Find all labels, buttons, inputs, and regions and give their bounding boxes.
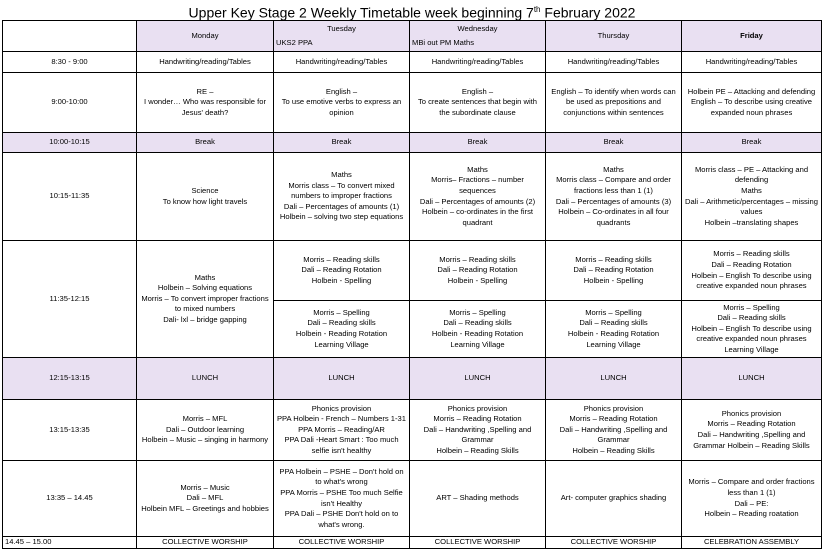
break-cell: [546, 133, 682, 153]
cell-line: Break: [741, 137, 762, 147]
cell-line: Art- computer graphics shading: [560, 493, 667, 503]
cell-line: COLLECTIVE WORSHIP: [570, 537, 657, 546]
cell-line: Dali- lxl – bridge gapping: [163, 314, 247, 324]
lesson-cell: [410, 400, 546, 461]
lesson-cell: [682, 73, 822, 133]
break-cell: [682, 358, 822, 400]
cell-line: Phonics provision: [447, 403, 508, 413]
cell-line: Morris – Reading Rotation: [433, 414, 522, 424]
cell-line: Dali – Reading Rotation: [573, 265, 654, 275]
lesson-cell: [682, 301, 822, 358]
cell-line: Holbein – solving two step equations: [279, 212, 404, 222]
cell-line: LUNCH: [191, 373, 219, 383]
cell-line: 13:15-13:35: [49, 424, 90, 434]
cell-line: To create sentences that begin with the subordinate clause: [417, 97, 538, 117]
cell-line: Morris – Spelling: [585, 307, 642, 317]
lesson-cell: [137, 461, 274, 537]
cell-line: Morris – Reading Rotation: [569, 414, 658, 424]
day-header-monday: [137, 21, 274, 52]
cell-line: PPA Morris – Reading/AR: [298, 424, 385, 434]
cell-line: PPA Holbein - French – Numbers 1-31: [276, 414, 406, 424]
cell-line: Dali – Reading Rotation: [437, 265, 518, 275]
cell-line: 10:00-10:15: [49, 137, 90, 147]
time-cell: [3, 133, 137, 153]
lesson-cell: [682, 52, 822, 73]
cell-line: Dali – Outdoor learning: [165, 424, 245, 434]
cell-line: Morris – Reading skills: [575, 254, 652, 264]
lesson-cell: [274, 73, 410, 133]
cell-line: Handwriting/reading/Tables: [431, 56, 524, 66]
cell-line: Learning Village: [724, 344, 779, 354]
cell-line: Holbein - Reading Rotation: [431, 329, 524, 338]
lesson-cell: [410, 241, 546, 301]
cell-line: Dali – Handwriting ,Spelling and Grammar: [559, 424, 668, 445]
cell-line: 8:30 - 9:00: [51, 56, 88, 66]
day-label: Wednesday: [457, 23, 498, 33]
cell-line: Morris – Reading skills: [439, 254, 516, 264]
day-note: MBi out PM Maths: [412, 37, 475, 47]
cell-line: PPA Dali -Heart Smart : Too much selfie isn't healthy: [284, 435, 399, 455]
time-cell: [3, 73, 137, 133]
cell-line: Holbein – co-ordinates in the first quadrant: [421, 207, 533, 227]
cell-line: LUNCH: [600, 373, 627, 383]
lesson-cell: [546, 301, 682, 358]
lesson-cell: [410, 73, 546, 133]
cell-line: Dali – Percentages of amounts (2): [419, 196, 536, 206]
lesson-cell: [137, 537, 274, 549]
cell-line: To know how light travels: [162, 196, 248, 206]
cell-line: Morris – Spelling: [723, 302, 780, 312]
cell-line: COLLECTIVE WORSHIP: [434, 537, 521, 546]
lesson-cell: [410, 52, 546, 73]
cell-line: Holbein - Reading Rotation: [567, 329, 660, 338]
cell-line: 10:15-11:35: [49, 191, 90, 201]
time-cell: [3, 537, 137, 549]
corner-cell: [3, 21, 137, 52]
cell-line: Morris– Fractions – number sequences: [431, 175, 524, 195]
cell-line: Holbein – Music – singing in harmony: [141, 435, 269, 445]
cell-line: LUNCH: [328, 373, 355, 383]
cell-line: Dali – Reading Rotation: [711, 259, 792, 269]
cell-line: Holbein – Reading roatation: [704, 509, 799, 519]
cell-line: Holbein PE – Attacking and defending: [687, 86, 816, 96]
time-cell: [3, 52, 137, 73]
cell-line: Dali – Reading skills: [717, 313, 786, 323]
break-cell: [546, 358, 682, 400]
lesson-cell: [682, 241, 822, 301]
lesson-cell: [274, 153, 410, 241]
day-header-tuesday: [274, 21, 410, 52]
lesson-cell: [274, 461, 410, 537]
cell-line: Morris – Reading skills: [713, 249, 790, 259]
lesson-cell: [137, 73, 274, 133]
cell-line: Science: [191, 185, 219, 195]
cell-line: Dali – Handwriting ,Spelling and Grammar Holbein – Reading Skills: [693, 430, 810, 450]
lesson-cell: [546, 461, 682, 537]
cell-line: Dali – Percentages of amounts (1): [283, 201, 400, 211]
lesson-cell: [410, 537, 546, 549]
cell-line: Holbein - Reading Rotation: [295, 329, 388, 338]
cell-line: Holbein - Spelling: [583, 275, 644, 285]
time-cell: [3, 153, 137, 241]
cell-line: Morris – MFL: [182, 414, 228, 424]
lesson-cell: [682, 153, 822, 241]
cell-line: 11:35-12:15: [49, 293, 90, 303]
lesson-cell: [137, 400, 274, 461]
cell-line: ART – Shading methods: [436, 493, 519, 503]
cell-line: Break: [331, 137, 352, 147]
cell-line: English –: [325, 86, 358, 96]
cell-line: LUNCH: [464, 373, 491, 383]
cell-line: Holbein MFL – Greetings and hobbies: [141, 503, 269, 513]
day-label: Thursday: [597, 30, 630, 40]
cell-line: PPA Holbein – PSHE – Don't hold on to what's wrong: [279, 466, 404, 487]
cell-line: Maths: [467, 164, 488, 174]
cell-line: Holbein - Spelling: [311, 275, 372, 285]
cell-line: Dali – Reading skills: [579, 318, 648, 328]
day-label: Friday: [740, 30, 763, 40]
cell-line: Handwriting/reading/Tables: [159, 56, 251, 66]
break-cell: [274, 358, 410, 400]
cell-line: 14.45 – 15.00: [5, 537, 52, 546]
lesson-cell: [274, 241, 410, 301]
cell-line: Morris – Reading skills: [303, 254, 380, 264]
cell-line: Dali – Reading skills: [307, 318, 376, 328]
cell-line: Holbein – English To describe using creative expanded noun phrases: [691, 323, 812, 344]
lesson-cell: [682, 461, 822, 537]
break-cell: [137, 358, 274, 400]
cell-line: Morris class – Compare and order fractions less than 1 (1): [556, 175, 671, 195]
cell-line: Break: [467, 137, 488, 147]
cell-line: To use emotive verbs to express an opinion: [281, 97, 402, 117]
cell-line: Holbein –translating shapes: [704, 217, 799, 227]
cell-line: 13:35 – 14.45: [46, 493, 93, 503]
cell-line: Morris class – To convert mixed numbers to improper fractions: [288, 180, 395, 201]
cell-line: Dali – Arithmetic/percentages – missing values: [685, 196, 818, 217]
lesson-cell: [137, 52, 274, 73]
cell-line: Morris – Compare and order fractions less than 1 (1): [688, 477, 815, 497]
cell-line: Maths: [603, 164, 624, 174]
cell-line: Holbein – English To describe using creative expanded noun phrases: [691, 270, 812, 291]
cell-line: Break: [195, 137, 215, 147]
lesson-cell: [546, 241, 682, 301]
lesson-cell: [410, 153, 546, 241]
cell-line: Holbein - Spelling: [447, 275, 508, 285]
lesson-cell: [546, 52, 682, 73]
break-cell: [682, 133, 822, 153]
break-cell: [410, 358, 546, 400]
cell-line: COLLECTIVE WORSHIP: [162, 537, 248, 546]
lesson-cell: [682, 537, 822, 549]
lesson-cell: [137, 153, 274, 241]
break-cell: [137, 133, 274, 153]
lesson-cell: [274, 400, 410, 461]
day-note: UKS2 PPA: [276, 37, 313, 47]
break-cell: [410, 133, 546, 153]
lesson-cell: [274, 301, 410, 358]
page-title: Upper Key Stage 2 Weekly Timetable week beginning 7th February 2022: [188, 4, 636, 21]
cell-line: Morris – Music: [180, 482, 230, 492]
lesson-cell: [274, 537, 410, 549]
cell-line: Morris – Spelling: [313, 307, 370, 317]
lesson-cell: [546, 537, 682, 549]
cell-line: Holbein – Solving equations: [157, 283, 253, 293]
cell-line: Maths: [741, 185, 762, 195]
cell-line: CELEBRATION ASSEMBLY: [703, 537, 800, 546]
cell-line: English – To describe using creative expanded noun phrases: [690, 97, 812, 117]
cell-line: Morris – To convert improper fractions to mixed numbers: [141, 293, 269, 314]
cell-line: Phonics provision: [721, 408, 782, 418]
cell-line: Dali – Percentages of amounts (3): [555, 196, 672, 206]
cell-line: Handwriting/reading/Tables: [567, 56, 660, 66]
day-header-friday: [682, 21, 822, 52]
lesson-cell: [682, 400, 822, 461]
cell-line: Learning Village: [450, 339, 505, 349]
cell-line: Dali – MFL: [186, 493, 224, 503]
cell-line: LUNCH: [738, 373, 765, 383]
cell-line: Maths: [194, 272, 216, 282]
cell-line: Phonics provision: [311, 403, 372, 413]
cell-line: Phonics provision: [583, 403, 644, 413]
cell-line: Handwriting/reading/Tables: [705, 56, 798, 66]
cell-line: Holbein – Reading Skills: [572, 445, 655, 455]
lesson-cell-monday: [137, 241, 274, 358]
lesson-cell: [546, 73, 682, 133]
break-cell: [274, 133, 410, 153]
timetable: [2, 20, 822, 549]
cell-line: 9:00-10:00: [51, 97, 88, 107]
lesson-cell: [546, 153, 682, 241]
time-cell: [3, 241, 137, 358]
lesson-cell: [274, 52, 410, 73]
time-cell: [3, 400, 137, 461]
cell-line: English –: [461, 86, 494, 96]
cell-line: Dali – Reading Rotation: [301, 265, 382, 275]
time-cell: [3, 358, 137, 400]
cell-line: Handwriting/reading/Tables: [295, 56, 388, 66]
cell-line: RE –: [196, 86, 214, 96]
cell-line: COLLECTIVE WORSHIP: [298, 537, 385, 546]
cell-line: Learning Village: [586, 339, 641, 349]
cell-line: Holbein – Co-ordinates in all four quadrants: [558, 207, 669, 227]
time-cell: [3, 461, 137, 537]
cell-line: Morris – Reading Rotation: [707, 419, 796, 429]
cell-line: Break: [603, 137, 624, 147]
lesson-cell: [546, 400, 682, 461]
cell-line: Dali – Reading skills: [443, 318, 512, 328]
lesson-cell: [410, 461, 546, 537]
cell-line: Dali – Handwriting ,Spelling and Grammar: [423, 424, 532, 445]
cell-line: Learning Village: [314, 339, 369, 349]
lesson-cell: [410, 301, 546, 358]
cell-line: I wonder… Who was responsible for Jesus' death?: [144, 97, 266, 117]
cell-line: Morris class – PE – Attacking and defending: [694, 164, 809, 185]
cell-line: Holbein – Reading Skills: [436, 445, 519, 455]
day-header-thursday: [546, 21, 682, 52]
day-label: Tuesday: [327, 23, 356, 33]
cell-line: English – To identify when words can be used as prepositions and conjunctions within sentences: [551, 86, 676, 117]
cell-line: Dali – PE:: [734, 498, 769, 508]
cell-line: Maths: [331, 170, 352, 180]
day-header-wednesday: [410, 21, 546, 52]
day-label: Monday: [191, 30, 219, 40]
cell-line: 12:15-13:15: [49, 373, 90, 383]
cell-line: Morris – Spelling: [449, 307, 506, 317]
cell-line: PPA Morris – PSHE Too much Selfie isn't Healthy: [280, 487, 403, 508]
cell-line: PPA Dali – PSHE Don't hold on to what's wrong.: [284, 509, 399, 529]
